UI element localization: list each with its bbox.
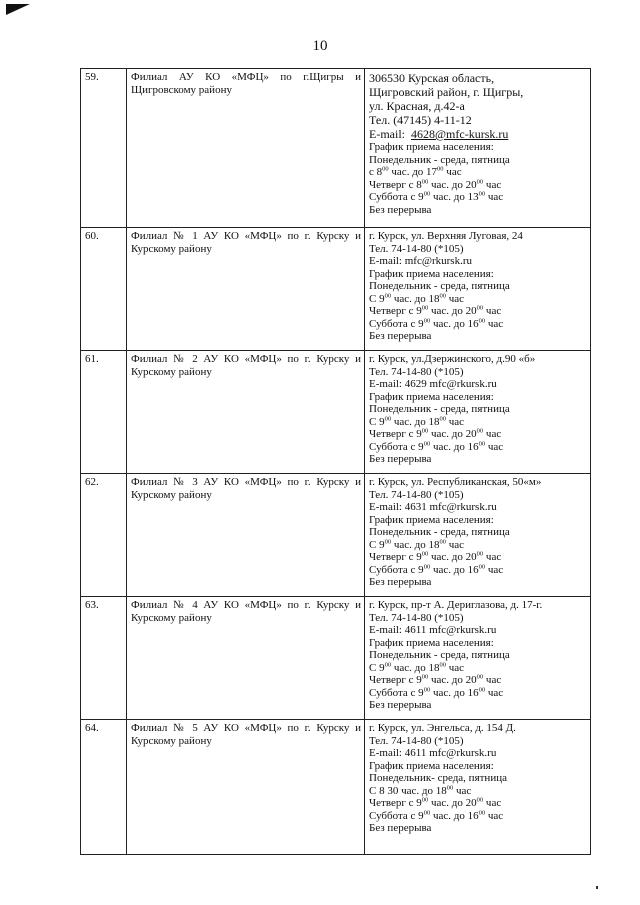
schedule-break: Без перерыва: [369, 822, 432, 834]
branch-contacts: [365, 597, 591, 720]
email-label: E-mail:: [369, 127, 405, 141]
phone-line: Тел. 74-14-80 (*105): [369, 611, 464, 624]
scan-corner-mark: [6, 4, 30, 15]
email-line: E-mail: mfc@rkursk.ru: [369, 255, 472, 267]
schedule-weekday-hours: С $9^{00}$ час. до $18^{00}$ час: [369, 291, 465, 305]
schedule-saturday-hours: Суббота с $9^{00}$ час. до $16^{00}$ час: [369, 808, 504, 822]
schedule-title: График приема населения:: [369, 141, 494, 153]
schedule-days: Понедельник - среда, пятница: [369, 526, 510, 538]
phone-line: Тел. 74-14-80 (*105): [369, 734, 464, 747]
row-number: 64.: [81, 720, 127, 855]
address-line: г. Курск, пр-т А. Дериглазова, д. 17-г.: [369, 599, 543, 611]
schedule-break: Без перерыва: [369, 453, 432, 465]
branch-contacts: [365, 720, 591, 855]
phone-line: Тел. 74-14-80 (*105): [369, 365, 464, 378]
schedule-saturday-hours: Суббота с $9^{00}$ час. до $16^{00}$ час: [369, 316, 504, 330]
address-line: Щигровский район, г. Щигры,: [369, 85, 524, 99]
email-line: E-mail: 4611 mfc@rkursk.ru: [369, 747, 497, 759]
row-number: 59.: [81, 69, 127, 228]
branch-contacts: [365, 69, 591, 228]
phone-line: Тел. 74-14-80 (*105): [369, 242, 464, 255]
schedule-thursday-hours: Четверг с $9^{00}$ час. до $20^{00}$ час: [369, 673, 502, 686]
table-row: [81, 69, 591, 228]
row-number: 62.: [81, 474, 127, 597]
schedule-saturday-hours: Суббота с $9^{00}$ час. до $16^{00}$ час: [369, 562, 504, 576]
schedule-days: Понедельник - среда, пятница: [369, 649, 510, 661]
row-number: 61.: [81, 351, 127, 474]
branch-name: Филиал АУ КО «МФЦ» по г.Щигры и Щигровскому району: [127, 69, 365, 228]
schedule-title: График приема населения:: [369, 513, 494, 526]
branch-name: Филиал № 4 АУ КО «МФЦ» по г. Курску и Курскому району: [127, 597, 365, 720]
phone-line: Тел. 74-14-80 (*105): [369, 488, 464, 501]
schedule-saturday-hours: Суббота с $9^{00}$ час. до $13^{00}$ час: [369, 190, 504, 203]
table-row: [81, 720, 591, 855]
schedule-title: График приема населения:: [369, 390, 494, 403]
branch-contacts: [365, 351, 591, 474]
branch-name: Филиал № 2 АУ КО «МФЦ» по г. Курску и Курскому району: [127, 351, 365, 474]
scan-speck: [596, 886, 598, 889]
schedule-break: Без перерыва: [369, 576, 432, 588]
branch-name: Филиал № 1 АУ КО «МФЦ» по г. Курску и Курскому району: [127, 228, 365, 351]
row-number: 60.: [81, 228, 127, 351]
schedule-block: [369, 141, 587, 216]
email-line: E-mail: 4611 mfc@rkursk.ru: [369, 624, 497, 636]
schedule-weekday-hours: С 8 30 час. до $18^{00}$ час: [369, 783, 472, 797]
schedule-thursday-hours: Четверг с $9^{00}$ час. до $20^{00}$ час: [369, 427, 502, 440]
phone-line: Тел. (47145) 4-11-12: [369, 113, 472, 127]
address-line: г. Курск, ул. Верхняя Луговая, 24: [369, 230, 523, 242]
schedule-thursday-hours: Четверг с $8^{00}$ час. до $20^{00}$ час: [369, 177, 502, 191]
schedule-saturday-hours: Суббота с $9^{00}$ час. до $16^{00}$ час: [369, 439, 504, 453]
schedule-weekday-hours: С $9^{00}$ час. до $18^{00}$ час: [369, 660, 465, 674]
address-line: г. Курск, ул. Республиканская, 50«м»: [369, 476, 542, 488]
email-line: E-mail: 4631 mfc@rkursk.ru: [369, 501, 497, 513]
table-row: [81, 228, 591, 351]
branch-contacts: [365, 474, 591, 597]
schedule-days: Понедельник - среда, пятница: [369, 280, 510, 292]
schedule-thursday-hours: Четверг с $9^{00}$ час. до $20^{00}$ час: [369, 304, 502, 317]
page-number: 10: [312, 38, 328, 54]
address-line: г. Курск, ул. Энгельса, д. 154 Д.: [369, 722, 516, 734]
email-line: E-mail: 4629 mfc@rkursk.ru: [369, 378, 497, 390]
schedule-thursday-hours: Четверг с $9^{00}$ час. до $20^{00}$ час: [369, 550, 502, 563]
schedule-weekday-hours: С $9^{00}$ час. до $18^{00}$ час: [369, 414, 465, 428]
table-row: [81, 597, 591, 720]
schedule-saturday-hours: Суббота с $9^{00}$ час. до $16^{00}$ час: [369, 685, 504, 699]
email-line: [369, 127, 587, 141]
table-row: [81, 474, 591, 597]
table-row: [81, 351, 591, 474]
address-line: 306530 Курская область,: [369, 71, 495, 85]
schedule-break: Без перерыва: [369, 699, 432, 711]
schedule-title: График приема населения:: [369, 759, 494, 772]
schedule-days: Понедельник- среда, пятница: [369, 772, 507, 784]
branch-name: Филиал № 5 АУ КО «МФЦ» по г. Курску и Курскому району: [127, 720, 365, 855]
schedule-thursday-hours: Четверг с $9^{00}$ час. до $20^{00}$ час: [369, 796, 502, 809]
schedule-weekday-hours: с $8^{00}$ час. до $17^{00}$ час: [369, 165, 462, 178]
branches-table: [80, 68, 591, 855]
branch-name: Филиал № 3 АУ КО «МФЦ» по г. Курску и Курскому району: [127, 474, 365, 597]
schedule-break: Без перерыва: [369, 203, 432, 216]
schedule-break: Без перерыва: [369, 330, 432, 342]
address-line: ул. Красная, д.42-а: [369, 99, 465, 113]
branch-contacts: [365, 228, 591, 351]
schedule-days: Понедельник - среда, пятница: [369, 403, 510, 415]
schedule-weekday-hours: С $9^{00}$ час. до $18^{00}$ час: [369, 537, 465, 551]
schedule-title: График приема населения:: [369, 267, 494, 280]
schedule-days: Понедельник - среда, пятница: [369, 153, 510, 166]
address-line: г. Курск, ул.Дзержинского, д.90 «б»: [369, 353, 536, 365]
email-link[interactable]: 4628@mfc-kursk.ru: [411, 127, 509, 141]
schedule-title: График приема населения:: [369, 636, 494, 649]
row-number: 63.: [81, 597, 127, 720]
